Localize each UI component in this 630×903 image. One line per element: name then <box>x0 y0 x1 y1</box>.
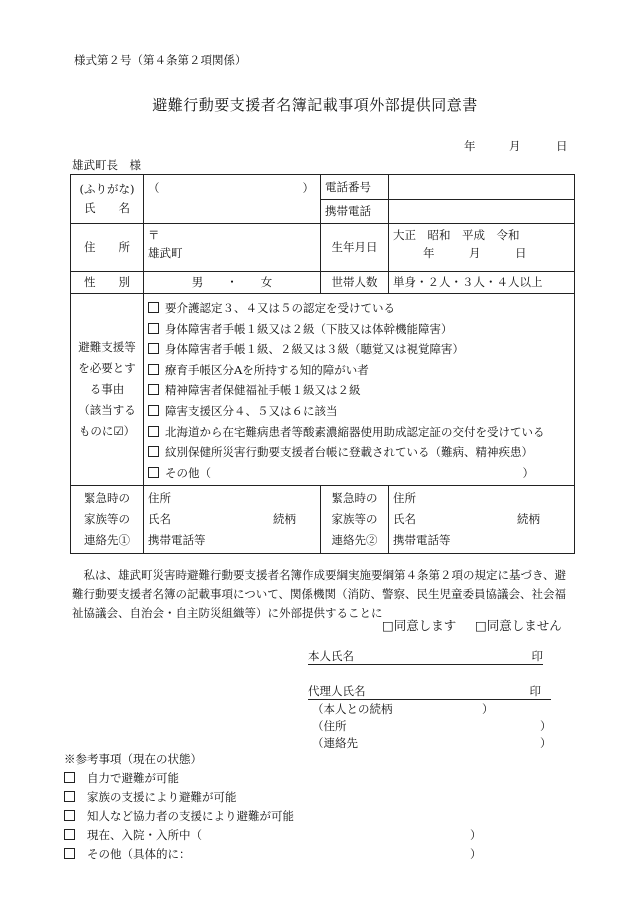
relation-close: ） <box>482 702 494 716</box>
addressee: 雄武町長 様 <box>72 158 141 172</box>
reason-item[interactable] <box>148 422 570 443</box>
gender-label: 性 別 <box>71 272 144 294</box>
reason-item[interactable] <box>148 463 570 484</box>
reference-item[interactable] <box>64 846 191 862</box>
reason-item[interactable] <box>148 442 570 463</box>
agent-name-line[interactable] <box>308 683 551 700</box>
form-number: 様式第２号（第４条第２項関係） <box>74 53 247 67</box>
mobile-input[interactable] <box>389 200 574 223</box>
furigana-close: ） <box>302 181 314 195</box>
emergency2-address: 住所 <box>393 491 416 506</box>
household-options[interactable]: 単身・２人・３人・４人以上 <box>389 272 575 294</box>
date-month: 月 <box>509 139 521 153</box>
agree-option[interactable]: □同意します <box>382 618 457 633</box>
emergency2-label-line: 緊急時の <box>331 491 378 506</box>
checkbox[interactable] <box>64 829 75 840</box>
address-field[interactable] <box>144 224 321 272</box>
emergency2-field[interactable] <box>389 486 575 554</box>
applicant-table <box>70 174 575 554</box>
reference-text: 現在、入院・入所中（ <box>87 828 202 842</box>
birthdate-field[interactable] <box>389 224 575 272</box>
household-label: 世帯人数 <box>321 272 389 294</box>
address-value: 雄武町 <box>148 245 183 260</box>
postal-mark: 〒 <box>148 228 160 242</box>
reference-close: ） <box>470 828 482 842</box>
checkbox[interactable] <box>148 426 159 437</box>
reason-text: 紋別保健所災害行動要支援者台帳に登載されている（難病、精神疾患） <box>165 445 533 460</box>
emergency2-relation: 続柄 <box>517 512 540 527</box>
checkbox[interactable] <box>64 810 75 821</box>
consent-text: 私は、雄武町災害時避難行動要支援者名簿作成要綱実施要綱第４条第２項の規定に基づき、避難行動要支援者名簿の記載事項について、関係機関（消防、警察、民生児童委員協議会、社会福祉協議会、自治会・自主防災組織等）に外部提供することに <box>72 568 567 620</box>
emergency1-relation: 続柄 <box>273 512 296 527</box>
checkbox[interactable] <box>148 467 159 478</box>
emergency1-field[interactable] <box>144 486 321 554</box>
reason-text: 身体障害者手帳１級、２級又は３級（聴覚又は視覚障害） <box>165 342 464 357</box>
self-name-label: 本人氏名 <box>308 649 354 663</box>
phone-input[interactable] <box>389 175 574 200</box>
reference-text: 知人など協力者の支援により避難が可能 <box>87 809 294 823</box>
reference-text: その他（具体的に： <box>87 847 191 861</box>
reference-item[interactable] <box>64 789 237 805</box>
reason-label-line: を必要とす <box>78 361 136 376</box>
reason-list <box>148 294 570 485</box>
reason-label-line: る事由 <box>89 382 125 397</box>
checkbox[interactable] <box>148 323 159 334</box>
emergency2-name: 氏名 <box>393 512 416 527</box>
emergency2-label-line: 連絡先② <box>331 533 378 548</box>
emergency1-label <box>71 486 144 554</box>
address-label: 住 所 <box>71 224 144 272</box>
emergency1-label-line: 連絡先① <box>84 533 130 548</box>
reason-other-close: ） <box>522 465 534 480</box>
reason-text: 身体障害者手帳１級又は２級（下肢又は体幹機能障害） <box>165 321 453 336</box>
emergency2-mobile: 携帯電話等 <box>393 533 451 548</box>
checkbox[interactable] <box>64 772 75 783</box>
name-label: 氏 名 <box>84 201 130 215</box>
reference-text: 家族の支援により避難が可能 <box>87 790 237 804</box>
checkbox[interactable] <box>148 302 159 313</box>
reference-close: ） <box>470 847 482 861</box>
reference-item[interactable] <box>64 770 179 786</box>
reason-text: その他（ <box>165 465 211 480</box>
agent-address-field[interactable]: （住所 <box>312 719 347 733</box>
reason-item[interactable] <box>148 319 570 340</box>
emergency1-label-line: 緊急時の <box>84 491 130 506</box>
reason-item[interactable] <box>148 380 570 401</box>
reason-text: 障害支援区分４、５又は６に該当 <box>165 403 338 418</box>
checkbox[interactable] <box>148 343 159 354</box>
reason-text: 精神障害者保健福祉手帳１級又は２級 <box>165 383 361 398</box>
reason-item[interactable] <box>148 339 570 360</box>
birth-ymd: 年 月 日 <box>423 245 527 260</box>
mobile-label: 携帯電話 <box>325 204 371 218</box>
relation-field[interactable]: （本人との続柄 <box>312 702 393 716</box>
reason-label-line: （該当する <box>78 403 136 418</box>
emergency1-label-line: 家族等の <box>84 512 130 527</box>
phone-fields[interactable] <box>389 175 575 224</box>
furigana-open: （ <box>148 181 160 195</box>
self-seal: 印 <box>531 649 543 663</box>
date-year: 年 <box>464 139 476 153</box>
gender-options[interactable]: 男 ・ 女 <box>144 272 321 294</box>
era-options: 大正 昭和 平成 令和 <box>393 228 520 242</box>
emergency2-label <box>321 486 389 554</box>
agent-address-close: ） <box>540 719 552 733</box>
phone-label: 電話番号 <box>321 175 388 200</box>
emergency1-mobile: 携帯電話等 <box>148 533 206 548</box>
checkbox[interactable] <box>148 364 159 375</box>
disagree-option[interactable]: □同意しません <box>475 618 562 633</box>
reference-text: 自力で避難が可能 <box>87 771 179 785</box>
reference-heading: ※参考事項（現在の状態） <box>64 752 202 766</box>
reason-item[interactable] <box>148 298 570 319</box>
consent-statement <box>72 566 572 623</box>
emergency2-label-line: 家族等の <box>331 512 378 527</box>
phone-labels <box>321 175 389 224</box>
checkbox[interactable] <box>64 848 75 859</box>
birthdate-label: 生年月日 <box>321 224 389 272</box>
date-day: 日 <box>556 139 568 153</box>
reason-list-cell <box>144 294 575 486</box>
checkbox[interactable] <box>64 791 75 802</box>
agent-contact-field[interactable]: （連絡先 <box>312 736 358 750</box>
checkbox[interactable] <box>148 405 159 416</box>
reason-label-line: ものに☑） <box>78 424 136 439</box>
emergency1-address: 住所 <box>148 491 171 506</box>
name-label-cell <box>71 175 144 224</box>
reason-label-line: 避難支援等 <box>78 340 136 355</box>
reference-item[interactable] <box>64 808 294 824</box>
self-name-line[interactable] <box>308 648 543 665</box>
name-field[interactable] <box>144 175 321 224</box>
checkbox[interactable] <box>148 446 159 457</box>
document-title: 避難行動要支援者名簿記載事項外部提供同意書 <box>152 96 478 114</box>
agent-contact-close: ） <box>540 736 552 750</box>
reason-item[interactable] <box>148 401 570 422</box>
emergency1-name: 氏名 <box>148 512 171 527</box>
reason-label <box>71 294 144 486</box>
agent-seal: 印 <box>529 684 541 698</box>
checkbox[interactable] <box>148 384 159 395</box>
reference-item[interactable] <box>64 827 202 843</box>
reason-text: 北海道から在宅難病患者等酸素濃縮器使用助成認定証の交付を受けている <box>165 424 545 439</box>
agent-name-label: 代理人氏名 <box>308 684 366 698</box>
reason-text: 療育手帳区分Aを所持する知的障がい者 <box>165 362 369 377</box>
furigana-label: (ふりがな) <box>79 182 135 197</box>
reason-item[interactable] <box>148 360 570 381</box>
reason-text: 要介護認定３、４又は５の認定を受けている <box>165 301 395 315</box>
